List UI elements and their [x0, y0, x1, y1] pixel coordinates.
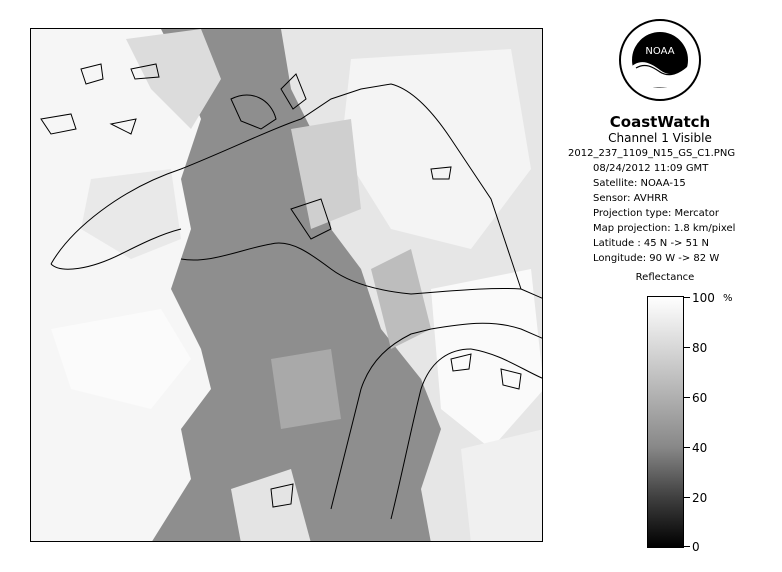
- app-title: CoastWatch: [609, 113, 711, 131]
- tick-mark: [684, 447, 690, 448]
- tick-mark: [684, 347, 690, 348]
- datetime-text: 08/24/2012 11:09 GMT: [593, 163, 709, 174]
- noaa-logo: [618, 18, 702, 102]
- map-projection-text: Map projection: 1.8 km/pixel: [593, 223, 736, 234]
- filename-text: 2012_237_1109_N15_GS_C1.PNG: [568, 148, 736, 159]
- tick-mark: [684, 297, 690, 298]
- latitude-text: Latitude : 45 N -> 51 N: [593, 238, 709, 249]
- tick-label: 0: [692, 540, 700, 554]
- tick-label: 80: [692, 341, 708, 355]
- legend-title: Reflectance: [635, 272, 695, 283]
- legend-unit: %: [723, 293, 733, 304]
- tick-mark: [684, 546, 690, 547]
- projection-type-text: Projection type: Mercator: [593, 208, 719, 219]
- channel-subtitle: Channel 1 Visible: [608, 131, 712, 145]
- satellite-image: [30, 28, 543, 542]
- noaa-logo-text: NOAA: [645, 46, 675, 57]
- tick-mark: [684, 397, 690, 398]
- tick-label: 40: [692, 441, 708, 455]
- tick-label: 20: [692, 491, 708, 505]
- sensor-text: Sensor: AVHRR: [593, 193, 669, 204]
- tick-label: 100: [692, 291, 715, 305]
- reflectance-colorbar: [647, 296, 684, 548]
- longitude-text: Longitude: 90 W -> 82 W: [593, 253, 720, 264]
- tick-mark: [684, 497, 690, 498]
- satellite-text: Satellite: NOAA-15: [593, 178, 686, 189]
- tick-label: 60: [692, 391, 708, 405]
